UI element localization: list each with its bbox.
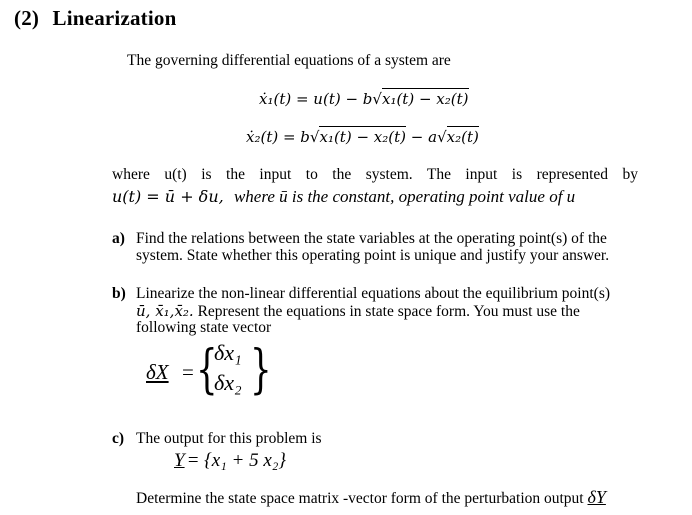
sqrt-symbol: √: [372, 90, 382, 108]
input-description-line-2: [112, 187, 575, 207]
equation-1-lhs: ẋ₁(t) = u(t) − b: [259, 90, 373, 108]
section-title: Linearization: [52, 6, 177, 30]
right-brace: }: [250, 339, 272, 401]
part-a-line-1: Find the relations between the state variables at the operating point(s) of the: [136, 230, 607, 247]
equation-2-lhs: ẋ₂(t) = b: [246, 128, 310, 146]
state-vector-lhs: δX: [146, 360, 169, 384]
equation-2-radicand-1: x₁(t) − x₂(t): [319, 128, 406, 146]
input-expression: u(t) = ū + δu,: [112, 187, 224, 206]
input-expression-description: where ū is the constant, operating point value of u: [233, 187, 576, 206]
section-number: (2): [14, 6, 40, 30]
left-brace: {: [196, 339, 218, 401]
section-heading: [14, 6, 176, 31]
state-vector-equals: =: [182, 360, 194, 384]
output-expression: = {x₁ + 5 x₂}: [186, 450, 286, 471]
part-a-line-2: system. State whether this operating point is unique and justify your answer.: [136, 247, 610, 264]
equation-1-radicand: x₁(t) − x₂(t): [381, 90, 469, 108]
part-b-line-1: Linearize the non-linear differential equations about the equilibrium point(s): [136, 285, 611, 302]
output-variable: Y: [174, 450, 185, 471]
state-vector-bottom: δx₂: [214, 370, 242, 395]
intro-text: The governing differential equations of a system are: [127, 52, 451, 69]
sqrt-symbol: √: [437, 128, 447, 146]
part-c-label: c): [112, 430, 125, 447]
equation-2: [246, 128, 479, 146]
equilibrium-point-vars: ū, x̄₁,x̄₂.: [136, 302, 194, 320]
sqrt-symbol: √: [309, 128, 320, 146]
part-b-line-2-text: Represent the equations in state space form. You must use the: [193, 303, 580, 320]
state-vector-top: δx₁: [214, 340, 242, 365]
part-c-line-3-text: Determine the state space matrix -vector form of the perturbation output: [136, 490, 588, 507]
part-c-line-3: [136, 487, 606, 508]
input-description-line-1: where u(t) is the input to the system. The input is represented by: [112, 166, 638, 183]
equation-2-radicand-2: x₂(t): [446, 128, 479, 146]
part-b-label: b): [112, 285, 126, 302]
perturbation-output-var: δY: [587, 487, 606, 507]
equation-2-mid: − a: [406, 128, 438, 146]
part-b-line-3: following state vector: [136, 319, 272, 336]
part-a-label: a): [112, 230, 125, 247]
output-equation: [174, 450, 286, 472]
equation-1: [259, 90, 469, 108]
part-c-line-1: The output for this problem is: [136, 430, 322, 447]
